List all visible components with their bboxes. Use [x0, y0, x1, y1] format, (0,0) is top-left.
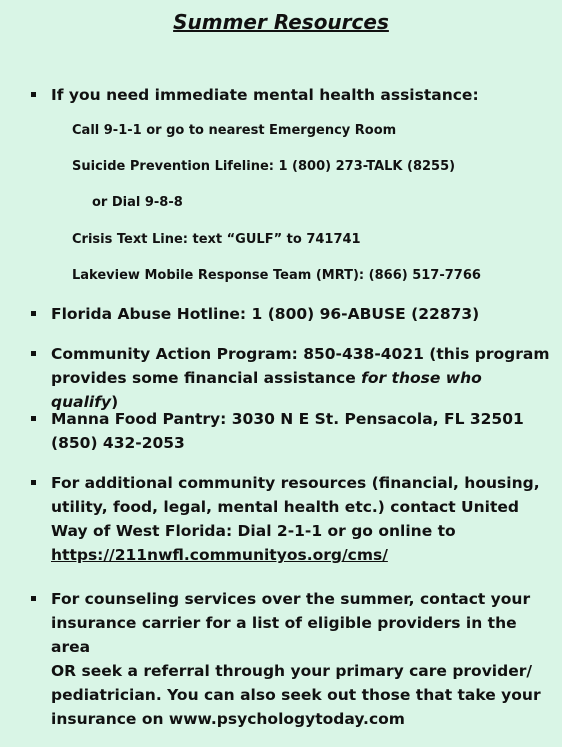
dial-988-line: or Dial 9-8-8	[92, 195, 183, 210]
bullet-marker	[31, 311, 36, 316]
community-resources-text	[51, 471, 551, 567]
manna-food-text	[51, 407, 551, 455]
mental-health-heading: If you need immediate mental health assistance:	[51, 86, 479, 104]
community-action-line-2-start: provides some financial assistance	[51, 369, 362, 387]
community-action-text	[51, 342, 551, 414]
counseling-line-5: insurance on www.psychologytoday.com	[51, 710, 405, 728]
bullet-marker	[31, 480, 36, 485]
community-resources-link[interactable]: https://211nwfl.communityos.org/cms/	[51, 546, 388, 564]
community-action-italic: for those who qualify	[51, 369, 482, 411]
abuse-hotline-text: Florida Abuse Hotline: 1 (800) 96-ABUSE (22873)	[51, 305, 480, 323]
manna-line-1: Manna Food Pantry: 3030 N E St. Pensacola, FL 32501	[51, 410, 524, 428]
community-action-line-2-end: )	[111, 393, 119, 411]
crisis-text-line: Crisis Text Line: text “GULF” to 741741	[72, 232, 361, 247]
community-resources-line-3: Way of West Florida: Dial 2-1-1 or go online to	[51, 522, 456, 540]
counseling-line-4: pediatrician. You can also seek out those that take your	[51, 686, 541, 704]
suicide-lifeline-line: Suicide Prevention Lifeline: 1 (800) 273-TALK (8255)	[72, 159, 456, 174]
page-title: Summer Resources	[173, 10, 389, 34]
community-resources-line-1: For additional community resources (financial, housing,	[51, 474, 540, 492]
mobile-response-line: Lakeview Mobile Response Team (MRT): (866) 517-7766	[72, 268, 481, 283]
counseling-text	[51, 587, 551, 731]
counseling-line-3: OR seek a referral through your primary care provider/	[51, 662, 533, 680]
bullet-marker	[31, 596, 36, 601]
community-resources-line-2: utility, food, legal, mental health etc.) contact United	[51, 498, 519, 516]
counseling-line-1: For counseling services over the summer, contact your	[51, 590, 531, 608]
counseling-line-2: insurance carrier for a list of eligible providers in the area	[51, 614, 517, 656]
manna-line-2: (850) 432-2053	[51, 434, 185, 452]
emergency-line: Call 9-1-1 or go to nearest Emergency Room	[72, 123, 397, 138]
bullet-marker	[31, 416, 36, 421]
bullet-marker	[31, 351, 36, 356]
community-action-line-1: Community Action Program: 850-438-4021 (this program	[51, 345, 550, 363]
bullet-marker	[31, 92, 36, 97]
